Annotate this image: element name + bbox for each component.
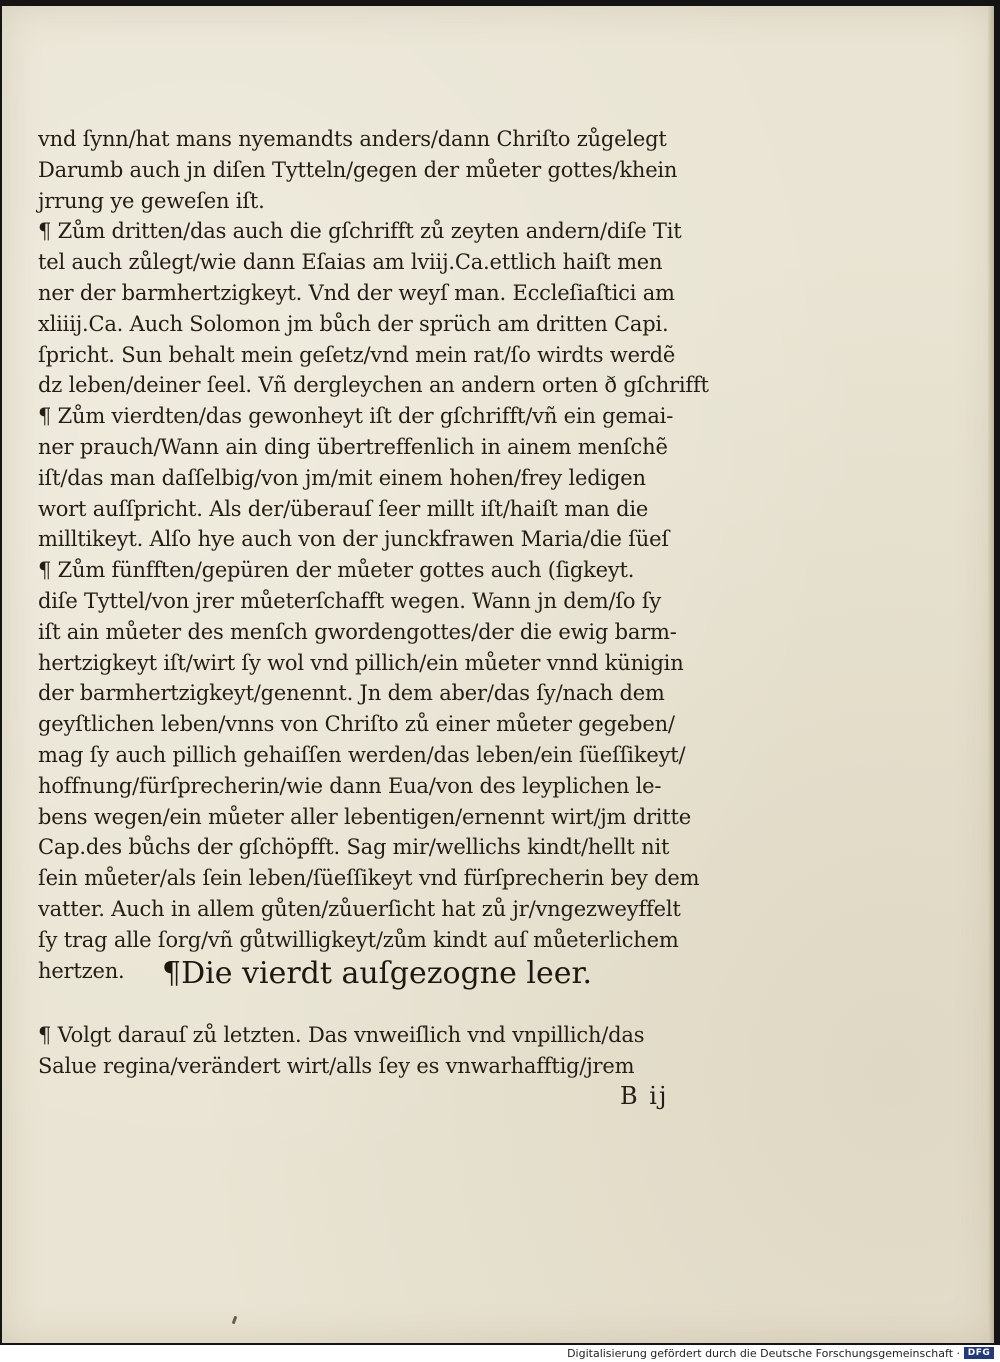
- text-line: vnd ſynn/hat mans nyemandts anders/dann Chriſto zůgelegt: [38, 127, 667, 151]
- text-line: hertzen.: [38, 958, 125, 983]
- main-text-block: [38, 124, 738, 986]
- section-heading: ¶Die vierdt auſgezogne leer.: [162, 956, 593, 991]
- footer-bar: [0, 1345, 1000, 1362]
- ink-speck: [232, 1316, 238, 1325]
- text-line: vatter. Auch in allem gůten/zůuerſicht hat zů jr/vngezweyffelt: [38, 896, 681, 921]
- text-line: hoffnung/fürſprecherin/wie dann Eua/von des leyplichen le-: [38, 773, 662, 798]
- text-line: der barmhertzigkeyt/genennt. Jn dem aber/das ſy/nach dem: [38, 681, 665, 706]
- funding-credit: Digitalisierung gefördert durch die Deutsche Forschungsgemeinschaft ·: [567, 1347, 960, 1360]
- text-line: Darumb auch jn diſen Tytteln/gegen der můeter gottes/khein: [38, 157, 678, 182]
- text-line: ¶ Zům dritten/das auch die gſchrifft zů zeyten andern/diſe Tit: [38, 219, 682, 244]
- text-line: ner der barmhertzigkeyt. Vnd der weyſ man. Eccleſiaſtici am: [38, 280, 675, 305]
- closing-text-block: [38, 1020, 738, 1082]
- text-line: geyſtlichen leben/vnns von Chriſto zů einer můeter gegeben/: [38, 712, 675, 737]
- text-line: ſpricht. Sun behalt mein geſetz/vnd mein rat/ſo wirdts werdẽ: [38, 342, 676, 367]
- text-line: ner prauch/Wann ain ding übertreffenlich in ainem menſchẽ: [38, 434, 668, 459]
- text-line: xliiij.Ca. Auch Solomon jm bůch der sprüch am dritten Capi.: [38, 311, 669, 336]
- signature-mark: B ij: [620, 1082, 669, 1110]
- text-line: milltikeyt. Alſo hye auch von der junckfrawen Maria/die ſüeſ: [38, 527, 669, 552]
- text-line: ſy trag alle ſorg/vñ gůtwilligkeyt/zům kindt auſ můeterlichem: [38, 927, 679, 952]
- text-line: Salue regina/verändert wirt/alls ſey es vnwarhafftig/jrem: [38, 1053, 635, 1078]
- text-line: wort auſſpricht. Als der/überauſ ſeer millt iſt/haiſt man die: [38, 496, 649, 521]
- text-line: mag ſy auch pillich gehaiſſen werden/das leben/ein ſüeſſikeyt/: [38, 742, 686, 767]
- text-line: Cap.des bůchs der gſchöpfft. Sag mir/wellichs kindt/hellt nit: [38, 835, 670, 860]
- dfg-logo: DFG: [964, 1347, 994, 1359]
- text-line: ¶ Zům vierdten/das gewonheyt iſt der gſchrifft/vñ ein gemai-: [38, 404, 674, 429]
- text-line: diſe Tyttel/von jrer můeterſchafft wegen. Wann jn dem/ſo ſy: [38, 588, 662, 613]
- text-line: ¶ Volgt darauſ zů letzten. Das vnweiſlich vnd vnpillich/das: [38, 1023, 645, 1047]
- text-line: jrrung ye geweſen iſt.: [38, 188, 265, 213]
- text-line: ſein můeter/als ſein leben/ſüeſſikeyt vnd fürſprecherin bey dem: [38, 866, 700, 891]
- text-line: bens wegen/ein můeter aller lebentigen/ernennt wirt/jm dritte: [38, 804, 692, 829]
- text-line: ¶ Zům fünfften/gepüren der můeter gottes auch (ſigkeyt.: [38, 558, 635, 583]
- text-line: hertzigkeyt iſt/wirt ſy wol vnd pillich/ein můeter vnnd künigin: [38, 650, 684, 675]
- text-line: tel auch zůlegt/wie dann Eſaias am lviij.Ca.ettlich haiſt men: [38, 250, 663, 275]
- text-line: dz leben/deiner ſeel. Vñ dergleychen an andern orten ð gſchrifft: [38, 373, 709, 398]
- book-page: [2, 6, 994, 1343]
- page-edge: [988, 6, 994, 1343]
- text-line: iſt/das man daſſelbig/von jm/mit einem hohen/frey ledigen: [38, 465, 646, 490]
- text-line: iſt ain můeter des menſch gwordengottes/der die ewig barm-: [38, 619, 677, 644]
